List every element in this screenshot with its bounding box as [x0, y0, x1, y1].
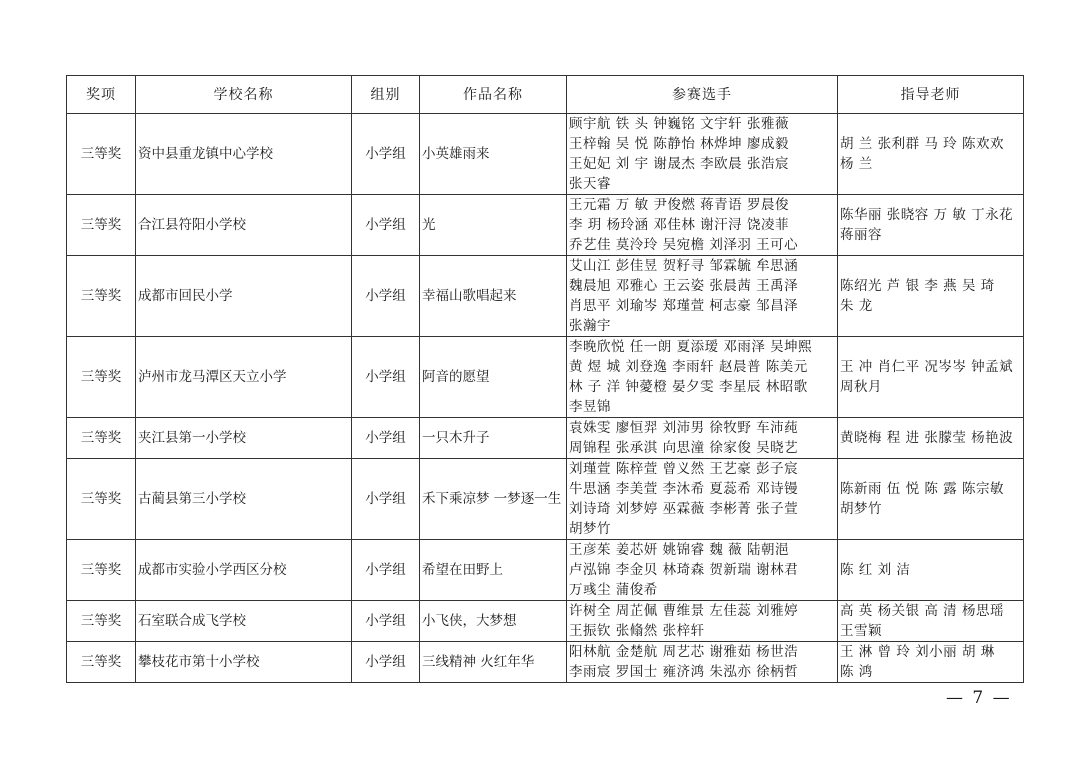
participant-line: 李 玥 杨玲涵 邓佳林 谢汗浔 饶凌菲 — [569, 217, 789, 233]
participant-line: 王梓翰 吴 悦 陈静怡 林烨坤 廖成毅 — [569, 136, 789, 152]
awards-table — [66, 75, 1024, 683]
group-cell: 小学组 — [352, 195, 420, 256]
school-name-cell: 资中县重龙镇中心学校 — [136, 114, 352, 195]
participant-line: 李昱锦 — [569, 399, 611, 415]
participant-line: 乔艺佳 莫泠玲 吴宛檐 刘泽羽 王可心 — [569, 237, 799, 253]
teachers-cell — [838, 256, 1024, 337]
group-cell: 小学组 — [352, 114, 420, 195]
participants-cell — [567, 337, 838, 418]
participant-line: 许树全 周芷佩 曹维景 左佳蕊 刘雅婷 — [569, 603, 799, 619]
teacher-line: 蒋丽容 — [840, 227, 882, 243]
participant-line: 周锦程 张承淇 向思潼 徐家俊 吴晓艺 — [569, 440, 799, 456]
teacher-line: 周秋月 — [840, 379, 882, 395]
teacher-line: 陈绍光 芦 银 李 燕 吴 琦 — [840, 278, 995, 294]
header-teachers: 指导老师 — [838, 76, 1024, 114]
teacher-line: 王雪颖 — [840, 623, 882, 639]
work-title-cell: 希望在田野上 — [420, 540, 567, 601]
table-row — [67, 195, 1024, 256]
group-cell: 小学组 — [352, 337, 420, 418]
school-name-cell: 合江县符阳小学校 — [136, 195, 352, 256]
header-group: 组别 — [352, 76, 420, 114]
school-name-cell: 成都市回民小学 — [136, 256, 352, 337]
teachers-cell — [838, 418, 1024, 459]
group-cell: 小学组 — [352, 601, 420, 642]
teacher-line: 黄晓梅 程 进 张朦莹 杨艳波 — [840, 430, 1014, 446]
work-title-cell: 光 — [420, 195, 567, 256]
participant-line: 牛思涵 李美萱 李沐希 夏蕊希 邓诗镘 — [569, 481, 799, 497]
teacher-line: 杨 兰 — [840, 156, 873, 172]
work-title-cell: 幸福山歌唱起来 — [420, 256, 567, 337]
award-cell: 三等奖 — [67, 459, 136, 540]
award-cell: 三等奖 — [67, 601, 136, 642]
participant-line: 袁姝雯 廖恒羿 刘沛男 徐牧野 车沛莼 — [569, 420, 799, 436]
teachers-cell — [838, 195, 1024, 256]
participant-line: 王振钦 张翛然 张梓轩 — [569, 623, 705, 639]
table-row — [67, 337, 1024, 418]
school-name-cell: 夹江县第一小学校 — [136, 418, 352, 459]
teacher-line: 王 淋 曾 玲 刘小丽 胡 琳 — [840, 644, 995, 660]
table-row — [67, 601, 1024, 642]
group-cell: 小学组 — [352, 642, 420, 683]
group-cell: 小学组 — [352, 459, 420, 540]
participant-line: 刘瑾萱 陈梓萱 曾义然 王艺豪 彭子宸 — [569, 461, 799, 477]
teacher-line: 陈 红 刘 洁 — [840, 562, 911, 578]
work-title-cell: 小飞侠，大梦想 — [420, 601, 567, 642]
participant-line: 王元霜 万 敏 尹俊燃 蒋青语 罗晨俊 — [569, 197, 789, 213]
work-title-cell: 三线精神 火红年华 — [420, 642, 567, 683]
participant-line: 李晚欣悦 任一朗 夏添瑷 邓雨泽 吴坤熙 — [569, 339, 813, 355]
work-title-cell: 一只木升子 — [420, 418, 567, 459]
award-cell: 三等奖 — [67, 195, 136, 256]
participant-line: 张瀚宇 — [569, 318, 611, 334]
group-cell: 小学组 — [352, 256, 420, 337]
teacher-line: 胡 兰 张利群 马 玲 陈欢欢 — [840, 136, 1004, 152]
table-row — [67, 256, 1024, 337]
participant-line: 李雨宸 罗国士 雍济鸿 朱泓亦 徐柄哲 — [569, 664, 799, 680]
header-work: 作品名称 — [420, 76, 567, 114]
school-name-cell: 古蔺县第三小学校 — [136, 459, 352, 540]
award-cell: 三等奖 — [67, 418, 136, 459]
table-row — [67, 114, 1024, 195]
participants-cell — [567, 256, 838, 337]
participant-line: 林 子 洋 钟薆橙 晏夕雯 李星辰 林昭歌 — [569, 379, 808, 395]
award-cell: 三等奖 — [67, 256, 136, 337]
work-title-cell: 禾下乘凉梦 一梦逐一生 — [420, 459, 567, 540]
table-row — [67, 418, 1024, 459]
teacher-line: 高 英 杨关银 高 清 杨思瑶 — [840, 603, 1004, 619]
award-cell: 三等奖 — [67, 337, 136, 418]
participant-line: 顾宇航 铁 头 钟巍铭 文宇轩 张雅薇 — [569, 116, 789, 132]
group-cell: 小学组 — [352, 540, 420, 601]
participants-cell — [567, 418, 838, 459]
school-name-cell: 石室联合成飞学校 — [136, 601, 352, 642]
award-cell: 三等奖 — [67, 642, 136, 683]
header-school: 学校名称 — [136, 76, 352, 114]
work-title-cell: 阿音的愿望 — [420, 337, 567, 418]
participants-cell — [567, 642, 838, 683]
participants-cell — [567, 114, 838, 195]
teacher-line: 胡梦竹 — [840, 501, 882, 517]
participant-line: 艾山江 彭佳昱 贺籽寻 邹霖毓 牟思涵 — [569, 258, 799, 274]
teacher-line: 陈新雨 伍 悦 陈 露 陈宗敏 — [840, 481, 1004, 497]
participant-line: 刘诗琦 刘梦婷 巫霖薇 李彬菁 张子萱 — [569, 501, 799, 517]
participants-cell — [567, 601, 838, 642]
table-row — [67, 540, 1024, 601]
school-name-cell: 成都市实验小学西区分校 — [136, 540, 352, 601]
teacher-line: 陈华丽 张晓容 万 敏 丁永花 — [840, 207, 1014, 223]
participant-line: 阳林航 金楚航 周艺芯 谢雅茹 杨世浩 — [569, 644, 799, 660]
participants-cell — [567, 540, 838, 601]
participant-line: 王彦茱 姜芯妍 姚锦睿 魏 薇 陆朝浥 — [569, 542, 789, 558]
table-row — [67, 642, 1024, 683]
teacher-line: 王 冲 肖仁平 况岑岑 钟孟斌 — [840, 359, 1014, 375]
teachers-cell — [838, 459, 1024, 540]
table-body — [67, 114, 1024, 683]
table-header-row — [67, 76, 1024, 114]
school-name-cell: 攀枝花市第十小学校 — [136, 642, 352, 683]
participant-line: 万彧尘 蒲俊希 — [569, 582, 658, 598]
participant-line: 肖思平 刘瑜岑 郑瑾萱 柯志豪 邹昌泽 — [569, 298, 799, 314]
header-award: 奖项 — [67, 76, 136, 114]
participants-cell — [567, 195, 838, 256]
teachers-cell — [838, 642, 1024, 683]
participant-line: 魏晨旭 邓雅心 王云姿 张晨茜 王禹泽 — [569, 278, 799, 294]
group-cell: 小学组 — [352, 418, 420, 459]
award-cell: 三等奖 — [67, 540, 136, 601]
award-cell: 三等奖 — [67, 114, 136, 195]
participant-line: 张天睿 — [569, 176, 611, 192]
page-number: — 7 — — [946, 688, 1012, 708]
participant-line: 王妃妃 刘 宇 谢晟杰 李欧晨 张浩宸 — [569, 156, 789, 172]
table-row — [67, 459, 1024, 540]
teachers-cell — [838, 601, 1024, 642]
header-participants: 参赛选手 — [567, 76, 838, 114]
participants-cell — [567, 459, 838, 540]
teacher-line: 朱 龙 — [840, 298, 873, 314]
school-name-cell: 泸州市龙马潭区天立小学 — [136, 337, 352, 418]
teachers-cell — [838, 337, 1024, 418]
teachers-cell — [838, 540, 1024, 601]
participant-line: 黄 煜 城 刘登逸 李雨轩 赵晨普 陈美元 — [569, 359, 808, 375]
participant-line: 卢泓锦 李金贝 林琦森 贺新瑞 谢林君 — [569, 562, 799, 578]
work-title-cell: 小英雄雨来 — [420, 114, 567, 195]
teacher-line: 陈 鸿 — [840, 664, 873, 680]
teachers-cell — [838, 114, 1024, 195]
participant-line: 胡梦竹 — [569, 521, 611, 537]
